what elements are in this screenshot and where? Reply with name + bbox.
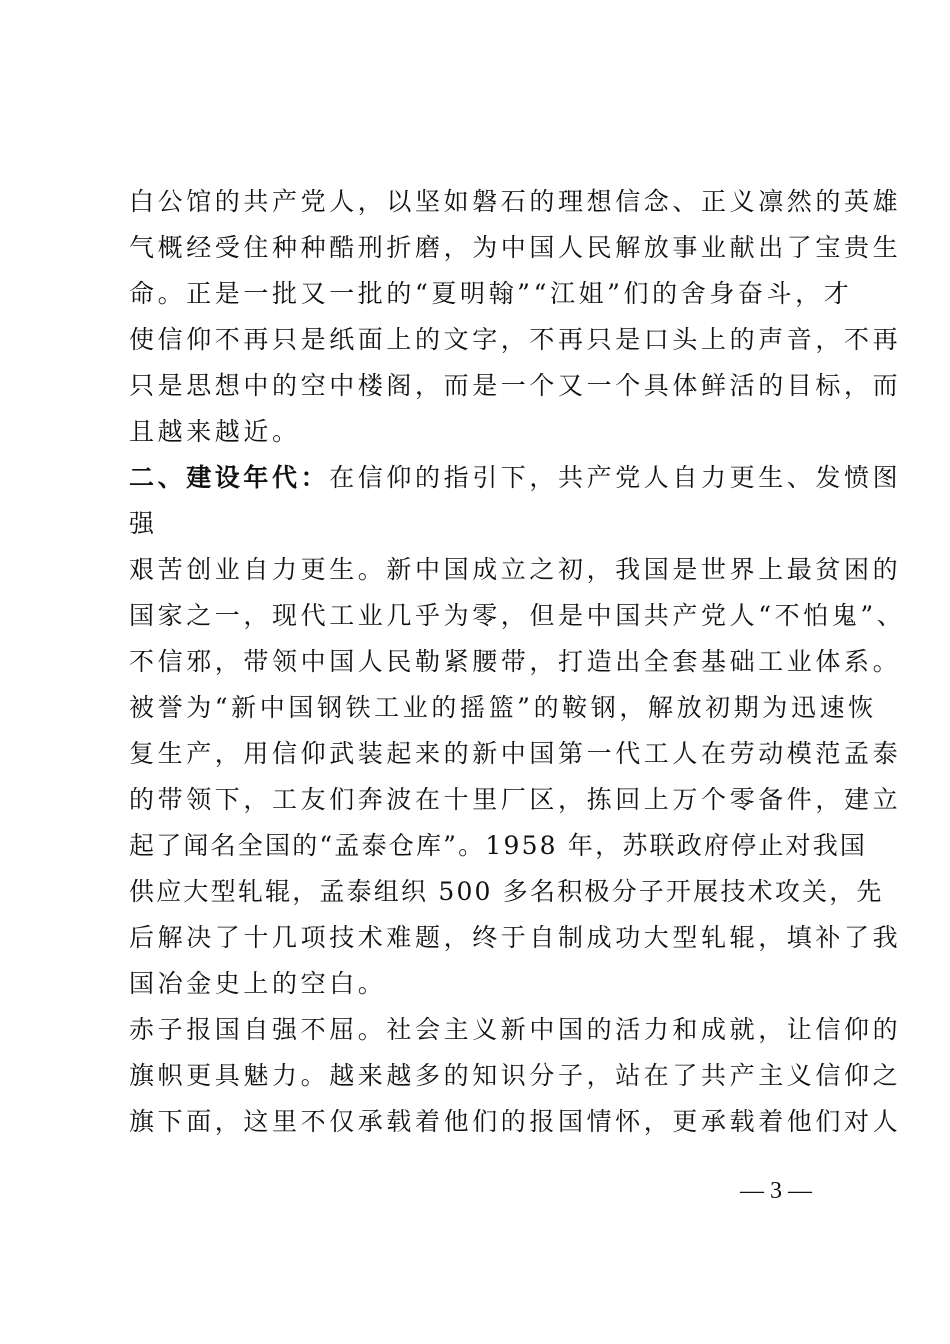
section-heading-text: 在信仰的指引下，共产党人自力更生、发愤图 [329, 463, 902, 492]
paragraph-1-line-4: 使信仰不再只是纸面上的文字，不再只是口头上的声音，不再 [129, 325, 902, 354]
paragraph-2-line-9: 后解决了十几项技术难题，终于自制成功大型轧辊，填补了我 [129, 923, 902, 952]
paragraph-2-line-8: 供应大型轧辊，孟泰组织 500 多名积极分子开展技术攻关，先 [129, 877, 884, 906]
paragraph-2-line-5: 复生产，用信仰武装起来的新中国第一代工人在劳动模范孟泰 [129, 739, 902, 768]
paragraph-2-line-10: 国冶金史上的空白。 [129, 969, 387, 998]
paragraph-2-line-7: 起了闻名全国的“孟泰仓库”。1958 年，苏联政府停止对我国 [129, 831, 868, 860]
section-heading-line-2: 强 [129, 509, 158, 538]
paragraph-2-line-1: 艰苦创业自力更生。新中国成立之初，我国是世界上最贫困的 [129, 555, 902, 584]
paragraph-3-line-1: 赤子报国自强不屈。社会主义新中国的活力和成就，让信仰的 [129, 1015, 902, 1044]
paragraph-1-line-1: 白公馆的共产党人，以坚如磐石的理想信念、正义凛然的英雄 [129, 187, 902, 216]
section-heading [129, 455, 902, 501]
page-number: — 3 — [740, 1178, 812, 1204]
paragraph-3-line-3: 旗下面，这里不仅承载着他们的报国情怀，更承载着他们对人 [129, 1107, 902, 1136]
paragraph-1-line-2: 气概经受住种种酷刑折磨，为中国人民解放事业献出了宝贵生 [129, 233, 902, 262]
paragraph-1-line-6: 且越来越近。 [129, 417, 301, 446]
paragraph-2-line-4: 被誉为“新中国钢铁工业的摇篮”的鞍钢，解放初期为迅速恢 [129, 693, 877, 722]
paragraph-3-line-2: 旗帜更具魅力。越来越多的知识分子，站在了共产主义信仰之 [129, 1061, 902, 1090]
paragraph-2-line-6: 的带领下，工友们奔波在十里厂区，拣回上万个零备件，建立 [129, 785, 902, 814]
section-heading-label: 二、建设年代： [129, 463, 330, 492]
paragraph-2-line-2: 国家之一，现代工业几乎为零，但是中国共产党人“不怕鬼”、 [129, 601, 906, 630]
paragraph-1-line-3: 命。正是一批又一批的“夏明翰”“江姐”们的舍身奋斗，才 [129, 279, 853, 308]
paragraph-1-line-5: 只是思想中的空中楼阁，而是一个又一个具体鲜活的目标，而 [129, 371, 902, 400]
paragraph-2-line-3: 不信邪，带领中国人民勒紧腰带，打造出全套基础工业体系。 [129, 647, 902, 676]
